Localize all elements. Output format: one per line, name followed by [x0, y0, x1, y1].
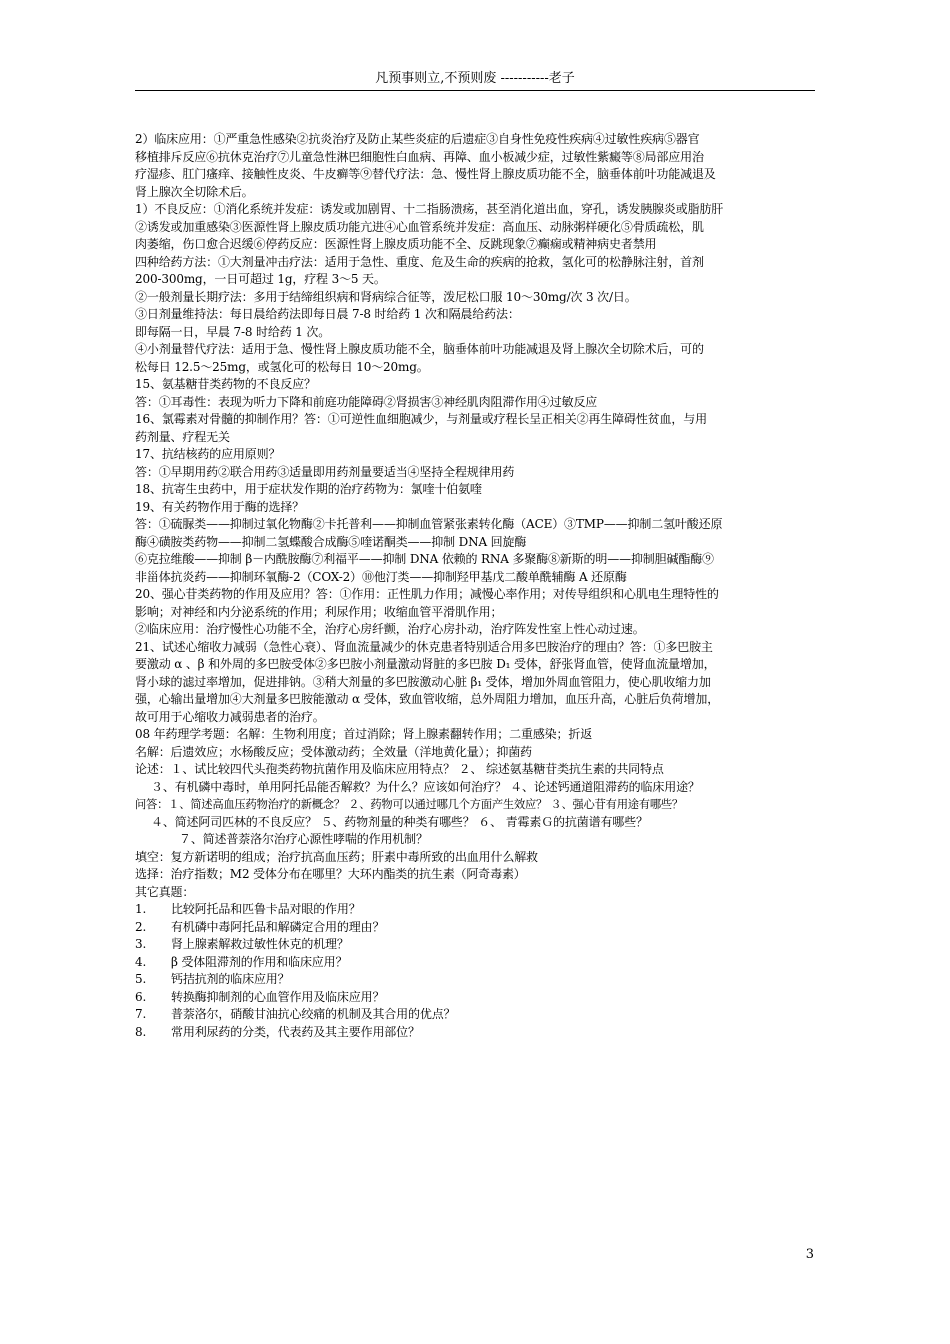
header-rule [135, 90, 815, 91]
text-line: 08 年药理学考题：名解：生物利用度；首过消除；肾上腺素翻转作用；二重感染；折返 [135, 727, 593, 741]
text-line: 肉萎缩，伤口愈合迟缓⑥停药反应：医源性肾上腺皮质功能不全、反跳现象⑦癫痫或精神病史者禁用 [135, 237, 657, 251]
list-text: 转换酶抑制剂的心血管作用及临床应用？ [171, 989, 385, 1004]
text-line: 20、强心苷类药物的作用及应用？答：①作用：正性肌力作用；减慢心率作用；对传导组织和心肌电生理特性的 [135, 587, 719, 601]
text-line: 200-300mg，一日可超过 1g，疗程 3～5 天。 [135, 272, 386, 286]
text-line: ⑥克拉维酸——抑制 β－内酰胺酶⑦利福平——抑制 DNA 依赖的 RNA 多聚酶⑧新斯的明——抑制胆碱酯酶⑨ [135, 552, 714, 566]
list-item [135, 1024, 815, 1042]
text-line: 16、氯霉素对骨髓的抑制作用？答：①可逆性血细胞减少，与剂量或疗程长呈正相关②再生障碍性贫血，与用 [135, 412, 707, 426]
text-line: 肾上腺次全切除术后。 [135, 184, 254, 199]
list-item [135, 936, 815, 954]
text-line: ③日剂量维持法：每日晨给药法即每日晨 7-8 时给药 1 次和隔晨给药法： [135, 307, 520, 321]
text-line: 答：①耳毒性：表现为听力下降和前庭功能障碍②肾损害③神经肌肉阻滞作用④过敏反应 [135, 394, 598, 409]
list-number: 8. [135, 1024, 147, 1039]
list-number: 4. [135, 954, 147, 969]
text-line: 强，心输出量增加④大剂量多巴胺能激动 α 受体，致血管收缩，总外周阻力增加，血压升高，心脏后负荷增加， [135, 692, 720, 706]
text-line: 选择：治疗指数；M2 受体分布在哪里？大环内酯类的抗生素（阿奇毒素） [135, 867, 526, 881]
text-line: ④小剂量替代疗法：适用于急、慢性肾上腺皮质功能不全，脑垂体前叶功能减退及肾上腺次全切除术后，可的 [135, 342, 704, 356]
list-number: 5. [135, 972, 147, 986]
text-line: 答：①早期用药②联合用药③适量即用药剂量要适当④坚持全程规律用药 [135, 464, 515, 479]
text-line: 四种给药方法：①大剂量冲击疗法：适用于急性、重度、危及生命的疾病的抢救，氢化可的松静脉注射，首剂 [135, 254, 704, 269]
text-line: 19、有关药物作用于酶的选择？ [135, 499, 305, 514]
text-line: 1）不良反应：①消化系统并发症：诱发或加剧胃、十二指肠溃疡，甚至消化道出血，穿孔，诱发胰腺炎或脂肪肝 [135, 202, 724, 216]
text-line: 21、试述心缩收力减弱（急性心衰）、肾血流量减少的休克患者特别适合用多巴胺治疗的理由？答：①多巴胺主 [135, 639, 713, 654]
text-line: 答：①硫脲类——抑制过氧化物酶②卡托普利——抑制血管紧张素转化酶（ACE）③TMP——抑制二氢叶酸还原 [135, 517, 723, 531]
text-line: 影响；对神经和内分泌系统的作用；利尿作用；收缩血管平滑肌作用； [135, 604, 503, 619]
text-line: 论述：１、试比较四代头孢类药物抗菌作用及临床应用特点？ ２、 综述氨基糖苷类抗生素的共同特点 [135, 762, 664, 776]
list-text: 钙拮抗剂的临床应用？ [171, 972, 290, 986]
text-line: 要激动 α 、β 和外周的多巴胺受体②多巴胺小剂量激动肾脏的多巴胺 D₁ 受体，舒张肾血管，使肾血流量增加， [135, 657, 716, 671]
text-line: 松每日 12.5～25mg，或氢化可的松每日 10～20mg。 [135, 359, 429, 374]
document-body [135, 131, 815, 1041]
text-line: 2）临床应用：①严重急性感染②抗炎治疗及防止某些炎症的后遗症③自身性免疫性疾病④过敏性疾病⑤器官 [135, 132, 700, 146]
text-line: 故可用于心缩收力减弱患者的治疗。 [135, 709, 325, 724]
list-number: 1. [135, 902, 147, 916]
text-line: 移植排斥反应⑥抗休克治疗⑦儿童急性淋巴细胞性白血病、再障、血小板减少症，过敏性紫癜等⑧局部应用治 [135, 149, 704, 164]
text-line: ７、简述普萘洛尔治疗心源性哮喘的作用机制？ [179, 832, 428, 846]
page-header: 凡预事则立,不预则废 -----------老子 [375, 71, 575, 86]
text-line: 疗湿疹、肛门瘙痒、接触性皮炎、牛皮癣等⑨替代疗法：急、慢性肾上腺皮质功能不全，脑垂体前叶功能减退及 [135, 167, 716, 181]
list-text: 比较阿托品和匹鲁卡品对眼的作用？ [171, 902, 361, 916]
text-line: ３、有机磷中毒时，单用阿托品能否解救？为什么？应该如何治疗？ ４、论述钙通道阻滞药的临床用途？ [151, 779, 700, 794]
text-line: 酶④磺胺类药物——抑制二氢蝶酸合成酶⑤喹诺酮类——抑制 DNA 回旋酶 [135, 534, 527, 549]
text-line: 问答：１、简述高血压药物治疗的新概念？ ２、药物可以通过哪几个方面产生效应？ ３、强心苷有用途有哪些？ [135, 798, 683, 811]
text-line: 肾小球的滤过率增加，促进排钠。③稍大剂量的多巴胺激动心脏 β₁ 受体，增加外周血管阻力，使心肌收缩力加 [135, 674, 711, 689]
list-text: 普萘洛尔，硝酸甘油抗心绞痛的机制及其合用的优点？ [171, 1007, 456, 1021]
list-item [135, 901, 815, 919]
list-item [135, 954, 815, 972]
text-line: ②临床应用：治疗慢性心功能不全，治疗心房纤颤，治疗心房扑动，治疗阵发性室上性心动过速。 [135, 622, 645, 636]
text-line: 名解：后遗效应；水杨酸反应；受体激动药；全效量（洋地黄化量）；抑菌药 [135, 744, 532, 759]
list-item [135, 971, 815, 989]
list-text: 有机磷中毒阿托品和解磷定合用的理由？ [171, 919, 385, 934]
list-item [135, 1006, 815, 1024]
list-number: 3. [135, 937, 147, 951]
list-item [135, 919, 815, 937]
list-text: 肾上腺素解救过敏性休克的机理？ [171, 937, 349, 951]
text-line: 非甾体抗炎药——抑制环氧酶-2（COX-2）⑩他汀类——抑制羟甲基戊二酸单酰辅酶 A 还原酶 [135, 569, 627, 584]
text-line: 药剂量、疗程无关 [135, 429, 230, 444]
text-line: ②诱发或加重感染③医源性肾上腺皮质功能亢进④心血管系统并发症：高血压、动脉粥样硬化⑤骨质疏松，肌 [135, 219, 704, 234]
text-line: 其它真题： [135, 884, 195, 899]
list-number: 7. [135, 1007, 147, 1021]
list-text: 常用利尿药的分类，代表药及其主要作用部位？ [171, 1024, 420, 1039]
list-text: β 受体阻滞剂的作用和临床应用？ [171, 954, 348, 969]
text-line: 18、抗寄生虫药中，用于症状发作期的治疗药物为：氯喹十伯氨喹 [135, 482, 482, 496]
list-number: 6. [135, 989, 147, 1004]
text-line: 即每隔一日，早晨 7-8 时给药 1 次。 [135, 324, 331, 339]
text-line: ４、简述阿司匹林的不良反应？ ５、药物剂量的种类有哪些？ ６、 青霉素Ｇ的抗菌谱有哪些？ [151, 814, 648, 829]
text-line: 17、抗结核药的应用原则？ [135, 447, 281, 461]
text-line: 填空：复方新诺明的组成；治疗抗高血压药；肝素中毒所致的出血用什么解救 [135, 849, 538, 864]
list-number: 2. [135, 919, 147, 934]
page-number: 3 [805, 1247, 814, 1262]
text-line: 15、氨基糖苷类药物的不良反应？ [135, 377, 316, 391]
text-line: ②一般剂量长期疗法：多用于结缔组织病和肾病综合征等，泼尼松口服 10～30mg/次 3 次/日。 [135, 289, 637, 304]
list-item [135, 989, 815, 1007]
